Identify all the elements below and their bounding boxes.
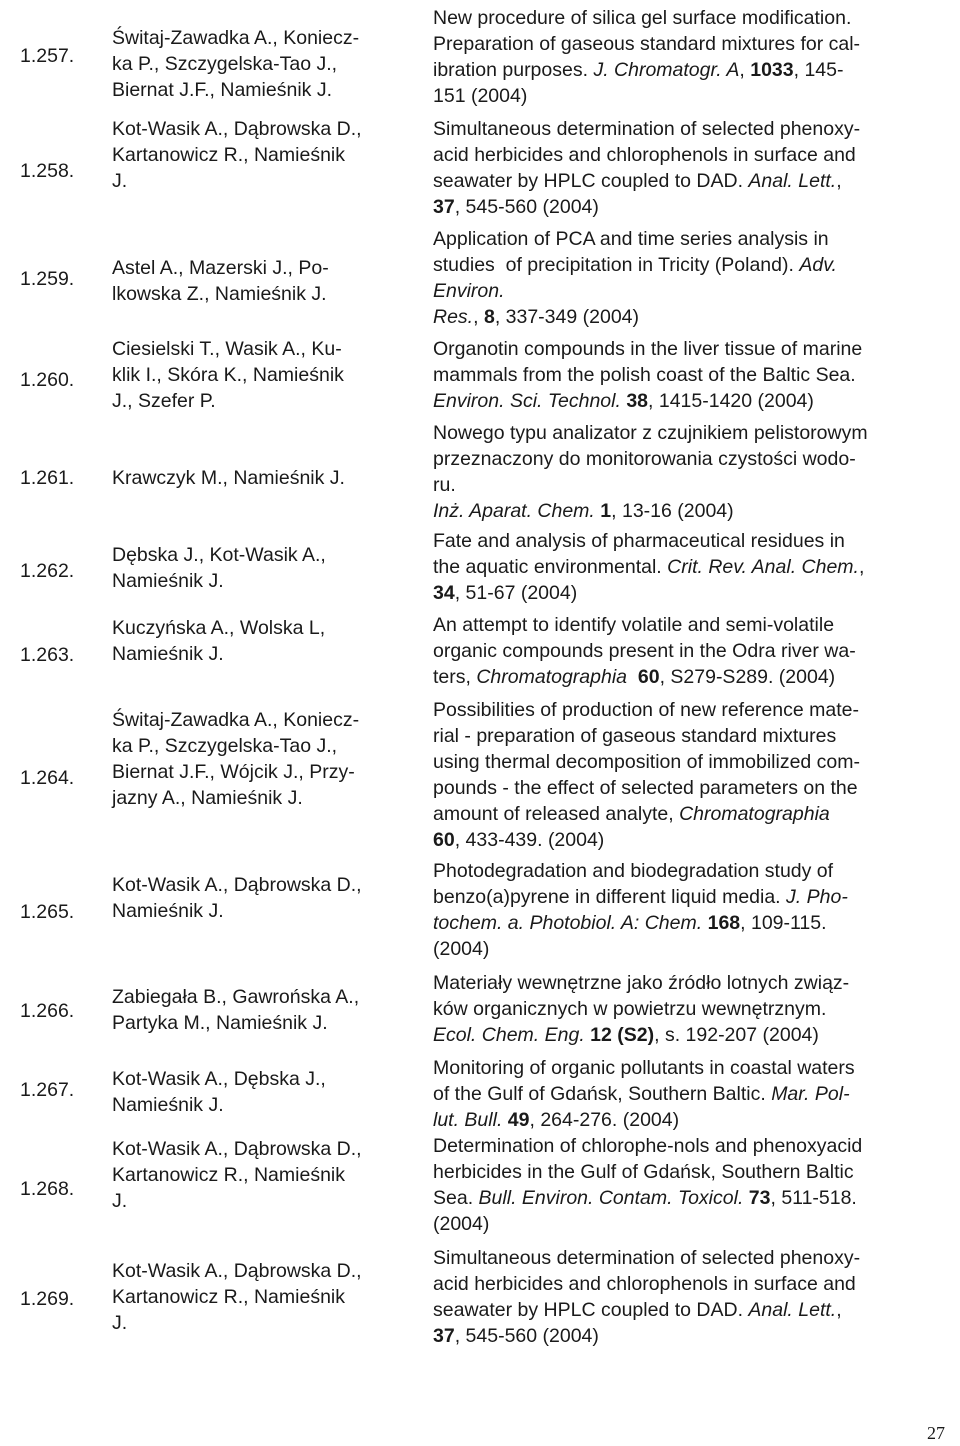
citation-text: , bbox=[836, 1299, 842, 1321]
citation-line bbox=[433, 336, 945, 362]
citation-line bbox=[433, 936, 945, 962]
journal-name: tochem. a. Photobiol. A: Chem. bbox=[433, 912, 703, 934]
citation-line bbox=[433, 528, 945, 554]
citation-line bbox=[433, 996, 945, 1022]
citation-line bbox=[433, 638, 945, 664]
citation-text: , s. 192-207 (2004) bbox=[654, 1024, 819, 1046]
citation-text: Organotin compounds in the liver tissue of marine bbox=[433, 338, 863, 360]
author-line: J. bbox=[112, 1312, 128, 1334]
author-line: Kot-Wasik A., Dąbrowska D., bbox=[112, 1138, 362, 1160]
journal-name: Environ. Sci. Technol. bbox=[433, 390, 621, 412]
entry-citation bbox=[433, 970, 945, 1048]
author-line: Kartanowicz R., Namieśnik bbox=[112, 1286, 345, 1308]
entry-authors bbox=[112, 1066, 412, 1118]
journal-name: Inż. Aparat. Chem. bbox=[433, 500, 595, 522]
entry-authors bbox=[112, 465, 412, 491]
author-line: Kartanowicz R., Namieśnik bbox=[112, 1164, 345, 1186]
author-line: Ciesielski T., Wasik A., Ku- bbox=[112, 338, 342, 360]
author-line: J. bbox=[112, 170, 128, 192]
citation-line bbox=[433, 362, 945, 388]
author-line: J., Szefer P. bbox=[112, 390, 216, 412]
entry-number: 1.261. bbox=[20, 467, 75, 489]
entry-number: 1.269. bbox=[20, 1288, 75, 1310]
entry-number: 1.266. bbox=[20, 1000, 75, 1022]
citation-line bbox=[433, 388, 945, 414]
volume-number: 34 bbox=[433, 582, 455, 604]
citation-text: Sea. bbox=[433, 1187, 479, 1209]
citation-line bbox=[433, 1271, 945, 1297]
author-line: Namieśnik J. bbox=[112, 1094, 224, 1116]
entry-citation bbox=[433, 226, 945, 330]
journal-name: Bull. Environ. Contam. Toxicol. bbox=[478, 1187, 744, 1209]
citation-text: of the Gulf of Gdańsk, Southern Baltic. bbox=[433, 1083, 772, 1105]
journal-name: lut. Bull. bbox=[433, 1109, 503, 1131]
journal-name: Chromatographia bbox=[679, 803, 830, 825]
author-line: Kot-Wasik A., Dąbrowska D., bbox=[112, 1260, 362, 1282]
citation-line bbox=[433, 775, 945, 801]
citation-text: 151 (2004) bbox=[433, 85, 528, 107]
citation-text: Monitoring of organic pollutants in coastal waters bbox=[433, 1057, 855, 1079]
entry-authors bbox=[112, 615, 412, 667]
author-line: Świtaj-Zawadka A., Koniecz- bbox=[112, 27, 360, 49]
author-line: lkowska Z., Namieśnik J. bbox=[112, 283, 327, 305]
citation-line bbox=[433, 801, 945, 827]
volume-number: 60 bbox=[637, 666, 660, 688]
author-line: Kartanowicz R., Namieśnik bbox=[112, 144, 345, 166]
author-line: Namieśnik J. bbox=[112, 570, 224, 592]
volume-number: 168 bbox=[707, 912, 741, 934]
citation-text: , 337-349 (2004) bbox=[494, 306, 639, 328]
citation-text: pounds - the effect of selected parameters on the bbox=[433, 777, 858, 799]
entry-number: 1.265. bbox=[20, 901, 75, 923]
volume-number: 37 bbox=[433, 196, 455, 218]
entry-authors bbox=[112, 255, 412, 307]
entry-authors bbox=[112, 1136, 412, 1214]
entry-number: 1.260. bbox=[20, 369, 75, 391]
citation-text: , bbox=[858, 556, 865, 578]
citation-text: , 545-560 (2004) bbox=[454, 196, 599, 218]
author-line: Partyka M., Namieśnik J. bbox=[112, 1012, 328, 1034]
citation-text: New procedure of silica gel surface modification. bbox=[433, 7, 852, 29]
citation-text: (2004) bbox=[433, 1213, 490, 1235]
citation-text: the aquatic environmental. bbox=[433, 556, 668, 578]
entry-citation bbox=[433, 420, 945, 524]
journal-name: Mar. Pol- bbox=[771, 1083, 850, 1105]
citation-line bbox=[433, 226, 945, 252]
entry-citation bbox=[433, 528, 945, 606]
citation-line bbox=[433, 142, 945, 168]
citation-line bbox=[433, 970, 945, 996]
journal-name: J. Chromatogr. A bbox=[593, 59, 740, 81]
volume-number: 49 bbox=[507, 1109, 530, 1131]
citation-line bbox=[433, 1211, 945, 1237]
citation-line bbox=[433, 116, 945, 142]
citation-line bbox=[433, 1185, 945, 1211]
volume-number: 12 (S2) bbox=[590, 1024, 655, 1046]
citation-text: , bbox=[739, 59, 751, 81]
citation-line bbox=[433, 1022, 945, 1048]
citation-text: , 264-276. (2004) bbox=[529, 1109, 680, 1131]
entry-citation bbox=[433, 612, 945, 690]
citation-line bbox=[433, 472, 945, 498]
citation-line bbox=[433, 1081, 945, 1107]
citation-text: , 545-560 (2004) bbox=[454, 1325, 599, 1347]
citation-text: , 51-67 (2004) bbox=[454, 582, 578, 604]
author-line: Biernat J.F., Namieśnik J. bbox=[112, 79, 332, 101]
citation-line bbox=[433, 1055, 945, 1081]
author-line: Dębska J., Kot-Wasik A., bbox=[112, 544, 326, 566]
entry-number: 1.258. bbox=[20, 160, 75, 182]
entry-authors bbox=[112, 542, 412, 594]
entry-authors bbox=[112, 1258, 412, 1336]
entry-number: 1.264. bbox=[20, 767, 75, 789]
citation-line bbox=[433, 83, 945, 109]
entry-citation bbox=[433, 1133, 945, 1237]
citation-line bbox=[433, 910, 945, 936]
citation-line bbox=[433, 858, 945, 884]
citation-text: ków organicznych w powietrzu wewnętrznym. bbox=[433, 998, 827, 1020]
volume-number: 1033 bbox=[750, 59, 794, 81]
citation-line bbox=[433, 446, 945, 472]
journal-name: J. Pho- bbox=[786, 886, 848, 908]
journal-name: Crit. Rev. Anal. Chem. bbox=[667, 556, 859, 578]
citation-text: seawater by HPLC coupled to DAD. bbox=[433, 170, 749, 192]
citation-text: , 1415-1420 (2004) bbox=[648, 390, 814, 412]
page-number: 27 bbox=[927, 1423, 945, 1443]
citation-text: (2004) bbox=[433, 938, 490, 960]
citation-line bbox=[433, 31, 945, 57]
citation-text: , bbox=[836, 170, 842, 192]
citation-line bbox=[433, 194, 945, 220]
journal-name: Res. bbox=[433, 306, 474, 328]
citation-line bbox=[433, 5, 945, 31]
citation-line bbox=[433, 884, 945, 910]
entry-citation bbox=[433, 1055, 945, 1133]
volume-number: 38 bbox=[626, 390, 649, 412]
entry-authors bbox=[112, 707, 412, 811]
author-line: Krawczyk M., Namieśnik J. bbox=[112, 467, 345, 489]
citation-line bbox=[433, 612, 945, 638]
citation-text: , 145- bbox=[793, 59, 844, 81]
citation-text: , 109-115. bbox=[740, 912, 827, 934]
author-line: Kot-Wasik A., Dębska J., bbox=[112, 1068, 326, 1090]
citation-text: ru. bbox=[433, 474, 456, 496]
author-line: ka P., Szczygelska-Tao J., bbox=[112, 53, 338, 75]
citation-text: An attempt to identify volatile and semi-volatile bbox=[433, 614, 835, 636]
citation-text: using thermal decomposition of immobilized com- bbox=[433, 751, 861, 773]
citation-line bbox=[433, 827, 945, 853]
citation-line bbox=[433, 278, 945, 304]
author-line: Kot-Wasik A., Dąbrowska D., bbox=[112, 118, 362, 140]
author-line: ka P., Szczygelska-Tao J., bbox=[112, 735, 338, 757]
citation-text: amount of released analyte, bbox=[433, 803, 680, 825]
journal-name: Ecol. Chem. Eng. bbox=[433, 1024, 585, 1046]
author-line: Kuczyńska A., Wolska L, bbox=[112, 617, 326, 639]
volume-number: 8 bbox=[483, 306, 495, 328]
entry-authors bbox=[112, 336, 412, 414]
citation-text: acid herbicides and chlorophenols in surface and bbox=[433, 1273, 856, 1295]
citation-text: seawater by HPLC coupled to DAD. bbox=[433, 1299, 749, 1321]
citation-line bbox=[433, 554, 945, 580]
citation-text: Materiały wewnętrzne jako źródło lotnych związ- bbox=[433, 972, 850, 994]
volume-number: 73 bbox=[748, 1187, 771, 1209]
citation-line bbox=[433, 723, 945, 749]
volume-number: 60 bbox=[433, 829, 455, 851]
citation-line bbox=[433, 57, 945, 83]
citation-line bbox=[433, 1323, 945, 1349]
author-line: Namieśnik J. bbox=[112, 900, 224, 922]
author-line: J. bbox=[112, 1190, 128, 1212]
citation-text: herbicides in the Gulf of Gdańsk, Southern Baltic bbox=[433, 1161, 854, 1183]
citation-text: przeznaczony do monitorowania czystości wodo- bbox=[433, 448, 856, 470]
citation-line bbox=[433, 304, 945, 330]
citation-text: Nowego typu analizator z czujnikiem pelistorowym bbox=[433, 422, 868, 444]
citation-line bbox=[433, 1159, 945, 1185]
volume-number: 1 bbox=[600, 500, 612, 522]
entry-authors bbox=[112, 984, 412, 1036]
entry-citation bbox=[433, 5, 945, 109]
citation-text bbox=[627, 666, 638, 688]
author-line: Świtaj-Zawadka A., Koniecz- bbox=[112, 709, 360, 731]
author-line: Zabiegała B., Gawrońska A., bbox=[112, 986, 360, 1008]
citation-text: Photodegradation and biodegradation study of bbox=[433, 860, 834, 882]
journal-name: Anal. Lett. bbox=[748, 1299, 837, 1321]
citation-text: Possibilities of production of new reference mate- bbox=[433, 699, 859, 721]
citation-text: Application of PCA and time series analysis in bbox=[433, 228, 829, 250]
citation-text: benzo(a)pyrene in different liquid media. bbox=[433, 886, 787, 908]
citation-text: , S279-S289. (2004) bbox=[659, 666, 836, 688]
entry-authors bbox=[112, 25, 412, 103]
citation-text: Preparation of gaseous standard mixtures for cal- bbox=[433, 33, 861, 55]
entry-number: 1.259. bbox=[20, 268, 75, 290]
citation-line bbox=[433, 749, 945, 775]
citation-line bbox=[433, 168, 945, 194]
citation-text: , 433-439. (2004) bbox=[454, 829, 605, 851]
entry-citation bbox=[433, 1245, 945, 1349]
journal-name: Adv. bbox=[799, 254, 837, 276]
entry-number: 1.263. bbox=[20, 644, 75, 666]
citation-line bbox=[433, 580, 945, 606]
citation-text: acid herbicides and chlorophenols in surface and bbox=[433, 144, 856, 166]
citation-text: studies of precipitation in Tricity (Poland). bbox=[433, 254, 800, 276]
citation-text: Fate and analysis of pharmaceutical residues in bbox=[433, 530, 845, 552]
citation-line bbox=[433, 420, 945, 446]
citation-text: rial - preparation of gaseous standard mixtures bbox=[433, 725, 837, 747]
entry-citation bbox=[433, 116, 945, 220]
citation-line bbox=[433, 697, 945, 723]
author-line: Kot-Wasik A., Dąbrowska D., bbox=[112, 874, 362, 896]
citation-text: Determination of chlorophe-nols and phenoxyacid bbox=[433, 1135, 863, 1157]
citation-text: ibration purposes. bbox=[433, 59, 594, 81]
citation-text: , 511-518. bbox=[770, 1187, 857, 1209]
citation-text: , 13-16 (2004) bbox=[611, 500, 734, 522]
entry-citation bbox=[433, 697, 945, 853]
entry-number: 1.268. bbox=[20, 1178, 75, 1200]
citation-text: mammals from the polish coast of the Baltic Sea. bbox=[433, 364, 856, 386]
citation-line bbox=[433, 664, 945, 690]
journal-name: Chromatographia bbox=[476, 666, 628, 688]
entry-citation bbox=[433, 858, 945, 962]
citation-text: Simultaneous determination of selected phenoxy- bbox=[433, 1247, 861, 1269]
entry-citation bbox=[433, 336, 945, 414]
entry-number: 1.267. bbox=[20, 1079, 75, 1101]
author-line: jazny A., Namieśnik J. bbox=[112, 787, 303, 809]
citation-line bbox=[433, 252, 945, 278]
author-line: klik I., Skóra K., Namieśnik bbox=[112, 364, 344, 386]
journal-name: Environ. bbox=[433, 280, 505, 302]
citation-text: , bbox=[473, 306, 484, 328]
entry-number: 1.262. bbox=[20, 560, 75, 582]
journal-name: Anal. Lett. bbox=[748, 170, 837, 192]
volume-number: 37 bbox=[433, 1325, 455, 1347]
citation-line bbox=[433, 1297, 945, 1323]
citation-text: organic compounds present in the Odra river wa- bbox=[433, 640, 856, 662]
author-line: Astel A., Mazerski J., Po- bbox=[112, 257, 329, 279]
entry-number: 1.257. bbox=[20, 45, 75, 67]
author-line: Namieśnik J. bbox=[112, 643, 224, 665]
citation-text: Simultaneous determination of selected phenoxy- bbox=[433, 118, 861, 140]
citation-line bbox=[433, 1133, 945, 1159]
citation-line bbox=[433, 1245, 945, 1271]
citation-line bbox=[433, 1107, 945, 1133]
citation-line bbox=[433, 498, 945, 524]
entry-authors bbox=[112, 872, 412, 924]
author-line: Biernat J.F., Wójcik J., Przy- bbox=[112, 761, 355, 783]
entry-authors bbox=[112, 116, 412, 194]
citation-text: ters, bbox=[433, 666, 477, 688]
